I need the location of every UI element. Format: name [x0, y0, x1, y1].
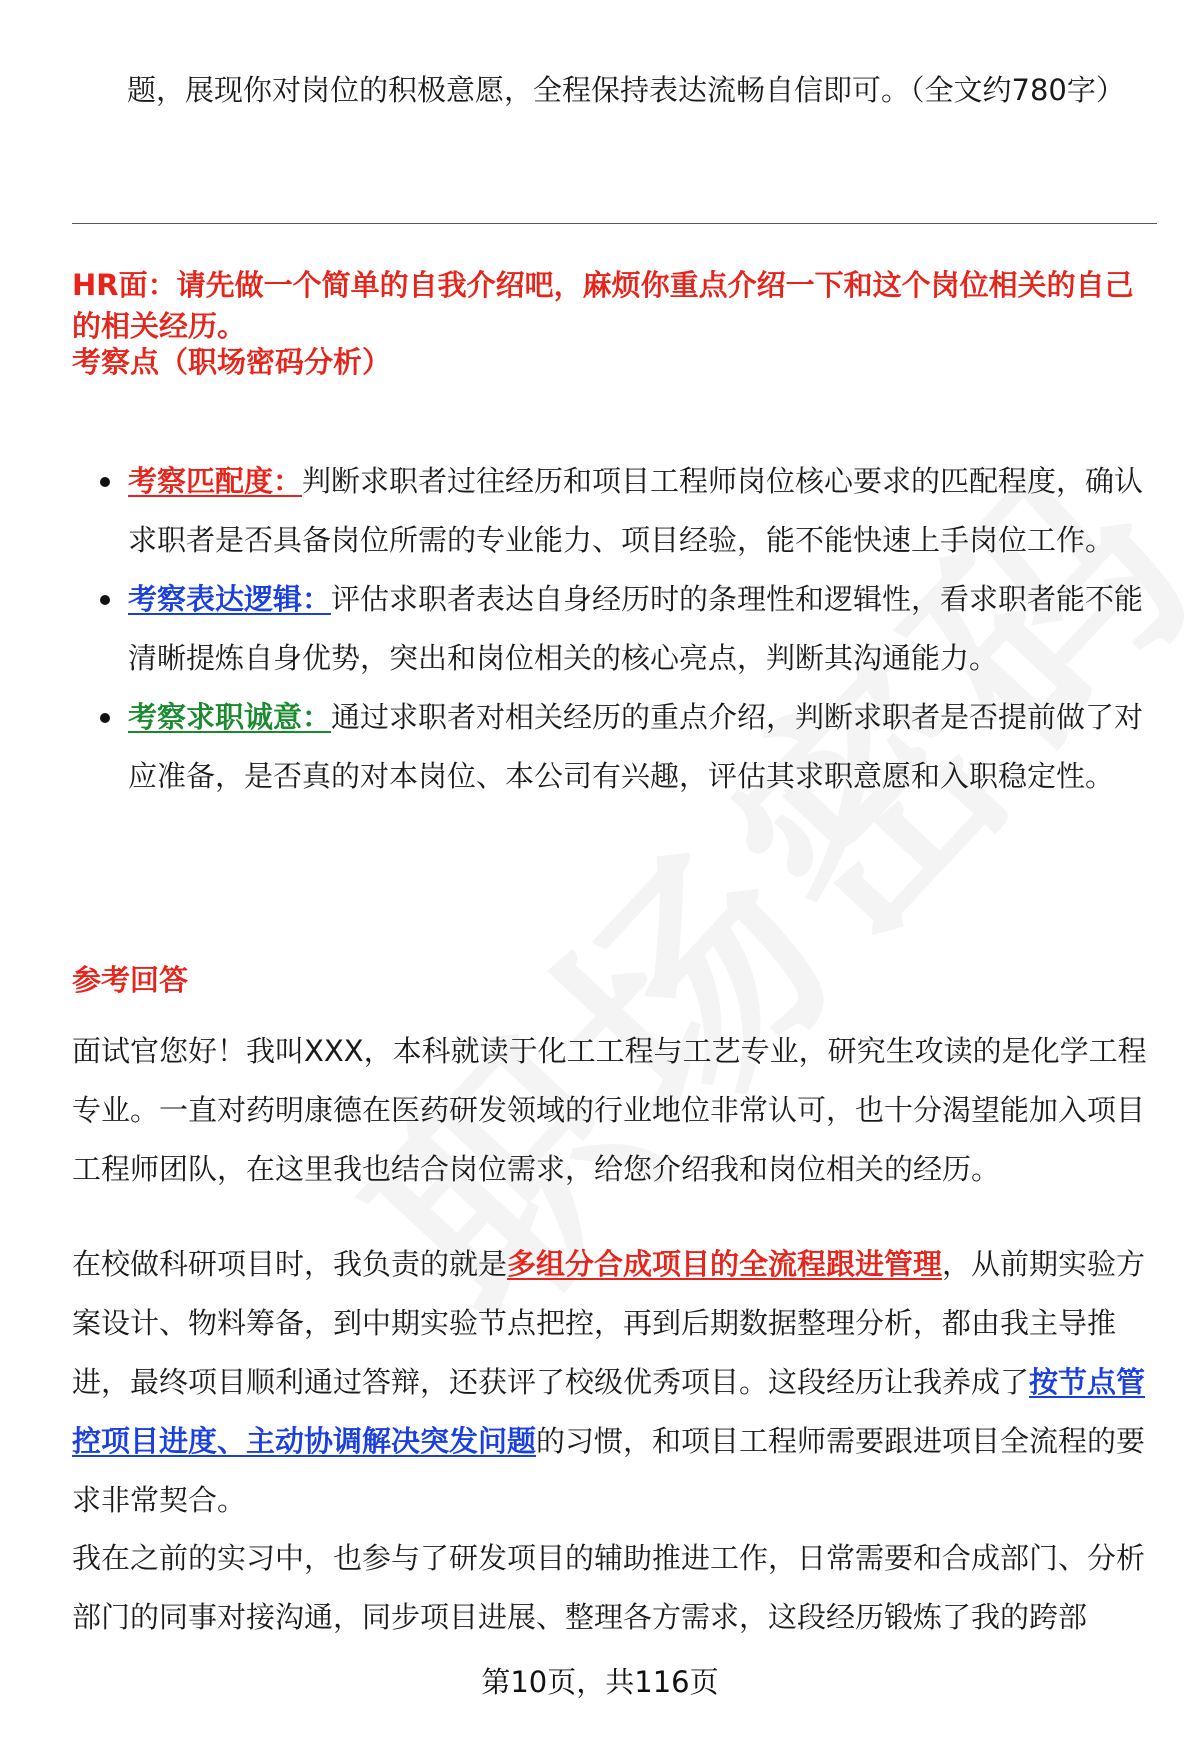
- answer-paragraph-3: 我在之前的实习中，也参与了研发项目的辅助推进工作，日常需要和合成部门、分析部门的同事对接沟通，同步项目进展、整理各方需求，这段经历锻炼了我的跨部: [72, 1541, 1146, 1634]
- analysis-point: [72, 452, 1152, 570]
- answer-paragraph-2: [72, 1235, 1152, 1530]
- analysis-heading: 考察点（职场密码分析）: [72, 345, 392, 379]
- point-key: 考察求职诚意：: [128, 700, 332, 734]
- point-key: 考察匹配度：: [128, 464, 303, 498]
- highlight-red: 多组分合成项目的全流程跟进管理: [507, 1247, 943, 1281]
- analysis-point: [72, 570, 1152, 688]
- page-number: 第10页，共116页: [481, 1665, 719, 1699]
- point-text: 评估求职者表达自身经历时的条理性和逻辑性，看求职者能不能清晰提炼自身优势，突出和岗位相关的核心亮点，判断其沟通能力。: [128, 582, 1144, 675]
- point-key: 考察表达逻辑：: [128, 582, 332, 616]
- bullet-icon: [100, 713, 110, 723]
- bullet-icon: [100, 595, 110, 605]
- point-text: 判断求职者过往经历和项目工程师岗位核心要求的匹配程度，确认求职者是否具备岗位所需的专业能力、项目经验，能不能快速上手岗位工作。: [128, 464, 1144, 557]
- point-text: 通过求职者对相关经历的重点介绍，判断求职者是否提前做了对应准备，是否真的对本岗位、本公司有兴趣，评估其求职意愿和入职稳定性。: [128, 700, 1144, 793]
- paragraph-text: 在校做科研项目时，我负责的就是: [72, 1247, 508, 1281]
- bullet-icon: [100, 477, 110, 487]
- divider: [72, 223, 1157, 224]
- answer-paragraph-1: 面试官您好！我叫XXX，本科就读于化工工程与工艺专业，研究生攻读的是化学工程专业。一直对药明康德在医药研发领域的行业地位非常认可，也十分渴望能加入项目工程师团队，在这里我也结合岗位需求，给您介绍我和岗位相关的经历。: [72, 1034, 1147, 1186]
- paragraph-text: 的习惯，和项目工程师需要跟进项目全流程的要求非常契合。: [72, 1424, 1146, 1517]
- intro-text: 题，展现你对岗位的积极意愿，全程保持表达流畅自信即可。（全文约780字）: [127, 73, 1125, 107]
- analysis-points: [72, 452, 1152, 806]
- highlight-blue: 按节点管控项目进度、主动协调解决突发问题: [72, 1365, 1146, 1458]
- analysis-point: [72, 688, 1152, 806]
- question-heading: HR面：请先做一个简单的自我介绍吧，麻烦你重点介绍一下和这个岗位相关的自己的相关经历。: [72, 268, 1134, 343]
- answer-heading: 参考回答: [72, 963, 189, 997]
- paragraph-text: ，从前期实验方案设计、物料筹备，到中期实验节点把控，再到后期数据整理分析，都由我主导推进，最终项目顺利通过答辩，还获评了校级优秀项目。这段经历让我养成了: [72, 1247, 1146, 1399]
